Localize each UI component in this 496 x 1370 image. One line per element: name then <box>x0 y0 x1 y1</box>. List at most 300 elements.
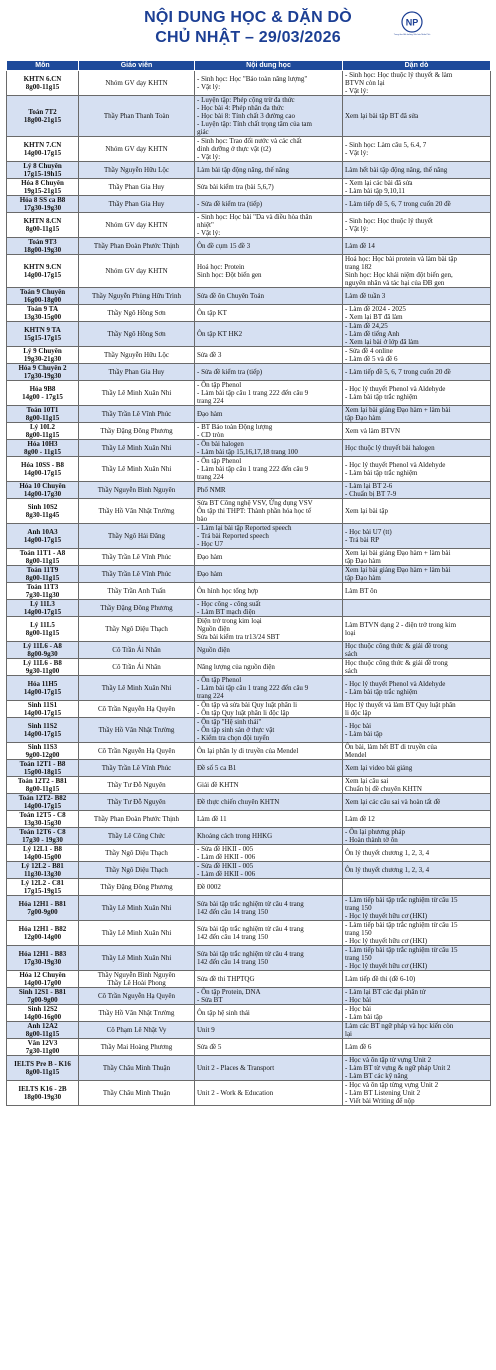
subject-cell-line: 17g30-19g30 <box>23 204 62 212</box>
teacher-cell <box>79 896 195 921</box>
table-row <box>7 549 491 566</box>
content-cell-line: Năng lượng của nguồn điện <box>197 663 275 671</box>
homework-cell <box>343 71 491 96</box>
subject-cell <box>7 305 79 322</box>
subject-cell-line: Lý 11L5 <box>30 621 55 629</box>
homework-cell-line: Học lý thuyết và làm BT Quy luật phân <box>345 701 456 709</box>
content-cell-line: - Ôn tập Protein, DNA <box>197 988 261 996</box>
content-cell <box>195 862 343 879</box>
subject-cell-line: 14g00-15g00 <box>23 853 62 861</box>
teacher-cell <box>79 743 195 760</box>
content-cell-line: Khoảng cách trong HHKG <box>197 832 273 840</box>
content-cell <box>195 457 343 482</box>
homework-cell-line: - Làm tiếp đề 5, 6, 7 trong cuốn 20 đề <box>345 368 451 376</box>
subject-cell <box>7 971 79 988</box>
homework-cell <box>343 659 491 676</box>
subject-cell-line: Hóa 10H3 <box>27 440 58 448</box>
table-row <box>7 238 491 255</box>
subject-cell-line: Hóa 12 Chuyên <box>19 971 66 979</box>
homework-cell-line: Làm đề tuần 3 <box>345 292 386 300</box>
homework-cell <box>343 364 491 381</box>
table-row <box>7 524 491 549</box>
homework-cell-line: Xem lại bài giảng Đạo hàm + làm bài <box>345 566 451 574</box>
homework-cell-line: - Làm đề 2024 - 2025 <box>345 305 406 313</box>
subject-cell-line: 17g30-19g30 <box>23 372 62 380</box>
subject-cell-line: 8g00-11g15 <box>25 225 60 233</box>
teacher-cell-line: Thầy Nguyễn Phùng Hữu Trình <box>92 292 181 300</box>
subject-cell <box>7 1081 79 1106</box>
teacher-cell-line: Thầy Ngô Diệu Thạch <box>105 849 168 857</box>
subject-cell <box>7 482 79 499</box>
subject-cell-line: Lý 11L6 - A8 <box>23 642 62 650</box>
table-row <box>7 196 491 213</box>
homework-cell-line: tập Đạo hàm <box>345 414 381 422</box>
content-cell <box>195 845 343 862</box>
subject-cell-line: Hóa 12H1 - B81 <box>18 900 67 908</box>
subject-cell-line: 8g00 - 11g15 <box>24 448 61 456</box>
content-cell-line: - Làm bài tập câu 1 trang 222 đến câu 9 <box>197 465 309 473</box>
teacher-cell <box>79 1022 195 1039</box>
subject-cell-line: 14g00 - 17g15 <box>22 393 63 401</box>
content-cell <box>195 988 343 1005</box>
content-cell <box>195 1022 343 1039</box>
logo-text: NP <box>405 17 419 28</box>
table-row <box>7 676 491 701</box>
homework-cell-line: Ôn lý thuyết chương 1, 2, 3, 4 <box>345 849 430 857</box>
subject-cell-line: 14g00-17g15 <box>23 608 62 616</box>
table-row <box>7 482 491 499</box>
teacher-cell-line: Thầy Đặng Đông Phương <box>100 883 173 891</box>
content-cell <box>195 238 343 255</box>
homework-cell-line: Học thuộc lý thuyết bài halogen <box>345 444 435 452</box>
subject-cell-line: Hóa 9 Chuyên 2 <box>18 364 67 372</box>
teacher-cell <box>79 196 195 213</box>
teacher-cell-line: Thầy Đặng Đông Phương <box>100 427 173 435</box>
teacher-cell <box>79 162 195 179</box>
content-cell-line: 142 đến câu 14 trang 150 <box>197 958 268 966</box>
teacher-cell <box>79 1081 195 1106</box>
content-cell <box>195 71 343 96</box>
homework-cell-line: Xem lại bài giảng Đạo hàm + làm bài <box>345 406 451 414</box>
homework-cell-line: Làm đề 6 <box>345 1043 372 1051</box>
subject-cell <box>7 179 79 196</box>
content-cell-line: Điện trở trong kim loại <box>197 617 262 625</box>
content-cell <box>195 718 343 743</box>
homework-cell <box>343 213 491 238</box>
homework-cell <box>343 862 491 879</box>
subject-cell-line: 7g00-9g00 <box>27 908 58 916</box>
teacher-cell <box>79 600 195 617</box>
subject-cell <box>7 642 79 659</box>
homework-cell <box>343 828 491 845</box>
content-cell-line: Sửa đề ôn Chuyên Toán <box>197 292 264 300</box>
teacher-cell-line: Thầy Nguyễn Hữu Lộc <box>103 351 170 359</box>
homework-cell-line: loại <box>345 629 356 637</box>
content-cell-line: Làm bài tập động năng, thế năng <box>197 166 289 174</box>
homework-cell <box>343 743 491 760</box>
homework-cell-line: Làm tiếp đề thi (đề 6-10) <box>345 975 416 983</box>
content-cell-line: - BT Bảo toàn Động lượng <box>197 423 273 431</box>
homework-cell-line: trang 182 <box>345 263 372 271</box>
page-date: CHỦ NHẬT – 29/03/2026 <box>155 29 341 46</box>
subject-cell-line: Toán 12T5 - C8 <box>19 811 66 819</box>
subject-cell-line: Lý 11L6 - B8 <box>23 659 62 667</box>
content-cell-line: Sửa đề 3 <box>197 351 222 359</box>
subject-cell-line: 14g00-17g15 <box>23 709 62 717</box>
content-cell <box>195 1081 343 1106</box>
subject-cell-line: Hóa 9B8 <box>29 385 56 393</box>
content-cell-line: Nguồn điện <box>197 646 230 654</box>
content-cell <box>195 162 343 179</box>
teacher-cell <box>79 179 195 196</box>
subject-cell-line: 14g00-17g15 <box>23 802 62 810</box>
content-cell <box>195 96 343 137</box>
subject-cell-line: 14g00-17g15 <box>23 469 62 477</box>
subject-cell-line: Hóa 12H1 - B82 <box>18 925 67 933</box>
content-cell <box>195 406 343 423</box>
content-cell-line: - Ôn tập Quy luật phân li độc lập <box>197 709 290 717</box>
table-row <box>7 213 491 238</box>
homework-cell <box>343 549 491 566</box>
homework-cell <box>343 238 491 255</box>
column-header-subject: Môn <box>7 61 79 71</box>
table-row <box>7 440 491 457</box>
teacher-cell <box>79 406 195 423</box>
homework-cell-line: - Làm bài tập trắc nghiệm <box>345 393 418 401</box>
subject-cell <box>7 71 79 96</box>
teacher-cell <box>79 642 195 659</box>
table-row <box>7 1022 491 1039</box>
teacher-cell <box>79 364 195 381</box>
homework-cell-line: - Xem lại các bài đã sửa <box>345 179 413 187</box>
teacher-cell-line: Nhóm GV dạy KHTN <box>105 221 168 229</box>
teacher-cell-line: Thầy Hồ Văn Nhật Trường <box>98 507 175 515</box>
homework-cell <box>343 440 491 457</box>
column-header-homework: Dặn dò <box>343 61 491 71</box>
content-cell-line: Hoá học: Protein <box>197 263 245 271</box>
content-cell-line: giác <box>197 128 209 136</box>
homework-cell-line: - Làm lại BT 2-6 <box>345 482 393 490</box>
teacher-cell <box>79 811 195 828</box>
subject-cell-line: Sinh 10S2 <box>27 503 58 511</box>
homework-cell-line: - Học lý thuyết hữu cơ (HKI) <box>345 937 428 945</box>
content-cell-line: - Học công - công suất <box>197 600 261 608</box>
teacher-cell <box>79 828 195 845</box>
subject-cell-line: 15g00-18g15 <box>23 768 62 776</box>
content-cell <box>195 828 343 845</box>
content-cell-line: - Sửa BT <box>197 996 223 1004</box>
teacher-cell-line: Thầy Hồ Văn Nhật Trường <box>98 726 175 734</box>
teacher-cell-line: Thầy Hồ Văn Nhật Trường <box>98 1009 175 1017</box>
homework-cell-line: Xem lại bài tập BT đã sửa <box>345 112 419 120</box>
content-cell <box>195 617 343 642</box>
homework-cell <box>343 457 491 482</box>
table-row <box>7 137 491 162</box>
homework-cell-line: - Làm đề 5 và đề 6 <box>345 355 398 363</box>
homework-cell <box>343 946 491 971</box>
homework-cell-line: - Vật lý: <box>345 149 369 157</box>
logo-caption: Trung tâm Bồi dưỡng Văn hóa Nhân Phú <box>393 34 431 36</box>
subject-cell-line: Toán 11T9 <box>26 566 59 574</box>
teacher-cell-line: Thầy Đặng Đông Phương <box>100 604 173 612</box>
subject-cell <box>7 423 79 440</box>
homework-cell <box>343 322 491 347</box>
teacher-cell-line: Thầy Mai Hoàng Phương <box>100 1043 173 1051</box>
content-cell <box>195 196 343 213</box>
table-row <box>7 642 491 659</box>
homework-cell-line: Làm đề 12 <box>345 815 375 823</box>
content-cell-line: - Làm bài tập câu 1 trang 222 đến câu 9 <box>197 389 309 397</box>
content-cell-line: - Học U7 <box>197 540 224 548</box>
subject-cell-line: 13g30-15g30 <box>23 819 62 827</box>
subject-cell-line: 14g00-17g15 <box>23 149 62 157</box>
teacher-cell <box>79 921 195 946</box>
subject-cell-line: 15g15-17g15 <box>23 334 62 342</box>
content-cell-line: Sinh học: Đột biến gen <box>197 271 262 279</box>
content-cell-line: - Ôn tập Phenol <box>197 676 242 684</box>
homework-cell-line: - Học bài <box>345 722 372 730</box>
homework-cell-line: Xem lại các câu sai và hoàn tất đề <box>345 798 441 806</box>
subject-cell-line: Lý 12L2 - B81 <box>21 862 64 870</box>
homework-cell-line: - Sinh học: Học thuộc lý thuyết & làm <box>345 71 453 79</box>
content-cell-line: - Sửa đề HKII - 005 <box>197 845 254 853</box>
content-cell <box>195 322 343 347</box>
content-cell-line: Sửa đề thi THPTQG <box>197 975 255 983</box>
subject-cell-line: 8g00-11g15 <box>25 1030 60 1038</box>
subject-cell-line: Sinh 11S2 <box>27 722 58 730</box>
subject-cell-line: 8g00-9g30 <box>27 650 58 658</box>
subject-cell <box>7 794 79 811</box>
subject-cell-line: 7g30-11g30 <box>25 591 60 599</box>
subject-cell <box>7 1039 79 1056</box>
table-row <box>7 617 491 642</box>
content-cell-line: - Ôn tập sinh sản ở thực vật <box>197 726 275 734</box>
table-row <box>7 499 491 524</box>
content-cell <box>195 659 343 676</box>
content-cell-line: - Ôn bài halogen <box>197 440 244 448</box>
subject-cell-line: Toán 12T2 - B81 <box>17 777 68 785</box>
subject-cell <box>7 583 79 600</box>
homework-cell-line: - Làm bài tập trắc nghiệm <box>345 688 418 696</box>
teacher-cell-line: Nhóm GV dạy KHTN <box>105 145 168 153</box>
table-row <box>7 71 491 96</box>
content-cell-line: trang 224 <box>197 692 224 700</box>
teacher-cell <box>79 213 195 238</box>
content-cell-line: Sửa bài tập trắc nghiệm từ câu 4 trang <box>197 950 304 958</box>
content-cell <box>195 676 343 701</box>
homework-cell-line: - Sửa đề 4 online <box>345 347 393 355</box>
teacher-cell-line: Thầy Ngô Hồng Sơn <box>107 309 166 317</box>
content-cell-line: Unit 9 <box>197 1026 215 1034</box>
content-cell-line: Sửa đề 5 <box>197 1043 222 1051</box>
table-row <box>7 971 491 988</box>
table-row <box>7 305 491 322</box>
subject-cell <box>7 1005 79 1022</box>
subject-cell-line: IELTS K16 - 2B <box>18 1085 67 1093</box>
table-row <box>7 828 491 845</box>
content-cell-line: Ôn tập KT HK2 <box>197 330 243 338</box>
homework-cell <box>343 845 491 862</box>
table-row <box>7 381 491 406</box>
teacher-cell <box>79 862 195 879</box>
homework-cell-line: - Làm đề tiếng Anh <box>345 330 400 338</box>
subject-cell <box>7 162 79 179</box>
teacher-cell <box>79 1005 195 1022</box>
content-cell-line: - Làm BT mạch điện <box>197 608 256 616</box>
teacher-cell <box>79 255 195 288</box>
homework-cell-line: Làm đề 14 <box>345 242 375 250</box>
content-cell-line: - Làm bài tập 15,16,17,18 trang 100 <box>197 448 298 456</box>
content-cell-line: trang 224 <box>197 473 224 481</box>
teacher-cell-line: Thầy Lê Minh Xuân Nhi <box>101 389 172 397</box>
teacher-cell <box>79 718 195 743</box>
teacher-cell <box>79 676 195 701</box>
subject-cell <box>7 440 79 457</box>
homework-cell-line: - Làm bài tập 9,10,11 <box>345 187 406 195</box>
homework-cell <box>343 971 491 988</box>
table-row <box>7 288 491 305</box>
teacher-cell-line: Thầy Lê Minh Xuân Nhi <box>101 904 172 912</box>
homework-cell-line: - Ôn lại phương pháp <box>345 828 405 836</box>
homework-cell-line: Làm BT ôn <box>345 587 378 595</box>
subject-cell-line: 18g00-19g30 <box>23 246 62 254</box>
homework-cell-line: - Làm đề 24,25 <box>345 322 388 330</box>
table-row <box>7 566 491 583</box>
homework-cell-line: Ôn lý thuyết chương 1, 2, 3, 4 <box>345 866 430 874</box>
subject-cell-line: Lý 11L3 <box>30 600 55 608</box>
subject-cell-line: 18g00-19g30 <box>23 1093 62 1101</box>
subject-cell <box>7 676 79 701</box>
homework-cell-line: sách <box>345 667 358 675</box>
subject-cell <box>7 238 79 255</box>
teacher-cell <box>79 845 195 862</box>
subject-cell <box>7 988 79 1005</box>
table-row <box>7 600 491 617</box>
content-cell-line: Sửa bài kiểm tra (bài 5,6,7) <box>197 183 274 191</box>
subject-cell-line: Lý 12L1 - B8 <box>22 845 63 853</box>
homework-cell-line: - Làm tiếp bài tập trắc nghiệm từ câu 15 <box>345 946 458 954</box>
content-cell-line: 142 đến câu 14 trang 150 <box>197 908 268 916</box>
teacher-cell <box>79 423 195 440</box>
homework-cell <box>343 482 491 499</box>
subject-cell <box>7 213 79 238</box>
subject-cell-line: 14g00-17g15 <box>23 688 62 696</box>
content-cell-line: - Vật lý: <box>197 229 221 237</box>
content-cell <box>195 1056 343 1081</box>
subject-cell-line: Toán 11T1 - A8 <box>19 549 66 557</box>
homework-cell-line: - Học bài U7 (tt) <box>345 528 392 536</box>
subject-cell <box>7 255 79 288</box>
subject-cell <box>7 946 79 971</box>
content-cell <box>195 811 343 828</box>
homework-cell <box>343 347 491 364</box>
homework-cell <box>343 701 491 718</box>
subject-cell-line: Lý 12L2 - C81 <box>21 879 64 887</box>
subject-cell <box>7 499 79 524</box>
teacher-cell-line: Thầy Nguyễn Bình Nguyên <box>97 971 176 979</box>
subject-cell <box>7 828 79 845</box>
teacher-cell-line: Cô Trần Nguyễn Hạ Quyên <box>98 705 175 713</box>
homework-cell-line: Xem lại video bài giảng <box>345 764 413 772</box>
table-row <box>7 406 491 423</box>
teacher-cell-line: Thầy Trần Lê Vĩnh Phúc <box>101 570 172 578</box>
content-cell-line: Ôn hình học tổng hợp <box>197 587 259 595</box>
table-row <box>7 921 491 946</box>
homework-cell <box>343 96 491 137</box>
content-cell-line: Sửa bài kiểm tra tr13/24 SBT <box>197 633 280 641</box>
homework-cell-line: Làm hết bài tập động năng, thế năng <box>345 166 448 174</box>
homework-cell <box>343 179 491 196</box>
table-row <box>7 347 491 364</box>
homework-cell-line: - Hoàn thành tờ ôn <box>345 836 398 844</box>
subject-cell <box>7 701 79 718</box>
teacher-cell-line: Thầy Nguyễn Bình Nguyên <box>97 486 176 494</box>
content-cell-line: Phổ NMR <box>197 486 226 494</box>
homework-cell-line: - Học bài <box>345 996 372 1004</box>
homework-cell-line: lại <box>345 1030 352 1038</box>
content-cell <box>195 347 343 364</box>
content-cell <box>195 879 343 896</box>
subject-cell <box>7 896 79 921</box>
homework-cell-line: - Làm lại BT các đại phân tử <box>345 988 426 996</box>
subject-cell <box>7 879 79 896</box>
content-cell <box>195 499 343 524</box>
teacher-cell-line: Thầy Trần Lê Vĩnh Phúc <box>101 764 172 772</box>
homework-cell-line: Xem lại câu sai <box>345 777 389 785</box>
subject-cell <box>7 549 79 566</box>
content-cell <box>195 971 343 988</box>
subject-cell <box>7 600 79 617</box>
homework-cell <box>343 255 491 288</box>
homework-cell <box>343 1022 491 1039</box>
homework-cell <box>343 288 491 305</box>
subject-cell <box>7 457 79 482</box>
subject-cell-line: KHTN 9 TA <box>24 326 61 334</box>
homework-cell-line: - Xem lại bài ở lớp đã làm <box>345 338 419 346</box>
content-cell-line: Làm đề 11 <box>197 815 227 823</box>
content-cell-line: Đề số 5 ca B1 <box>197 764 237 772</box>
subject-cell-line: Anh 10A3 <box>27 528 58 536</box>
teacher-cell-line: Thầy Ngô Hồng Sơn <box>107 330 166 338</box>
content-cell <box>195 642 343 659</box>
column-header-teacher: Giáo viên <box>79 61 195 71</box>
homework-cell <box>343 305 491 322</box>
homework-cell-line: - Làm tiếp đề 5, 6, 7 trong cuốn 20 đề <box>345 200 451 208</box>
content-cell <box>195 288 343 305</box>
subject-cell-line: 8g00-11g15 <box>25 629 60 637</box>
homework-cell <box>343 1056 491 1081</box>
content-cell-line: - Sinh học: Trao đổi nước và các chất <box>197 137 302 145</box>
homework-cell <box>343 583 491 600</box>
content-cell <box>195 760 343 777</box>
content-cell-line: nhiệt" <box>197 221 214 229</box>
teacher-cell <box>79 617 195 642</box>
content-cell-line: Sửa BT Công nghệ VSV, Ứng dụng VSV <box>197 499 313 507</box>
subject-cell <box>7 921 79 946</box>
homework-cell <box>343 760 491 777</box>
teacher-cell-line: Thầy Lê Minh Xuân Nhi <box>101 954 172 962</box>
homework-cell-line: - Học lý thuyết hữu cơ (HKI) <box>345 912 428 920</box>
content-cell-line: - Sinh học: Học "Bảo toàn năng lượng" <box>197 75 308 83</box>
teacher-cell <box>79 1056 195 1081</box>
homework-cell <box>343 642 491 659</box>
content-cell-line: Đạo hàm <box>197 553 223 561</box>
subject-cell-line: 14g00-17g00 <box>23 979 62 987</box>
table-row <box>7 862 491 879</box>
content-cell-line: Ôn tập thi THPT: Thành phần hóa học tế <box>197 507 312 515</box>
homework-cell <box>343 896 491 921</box>
homework-cell <box>343 921 491 946</box>
